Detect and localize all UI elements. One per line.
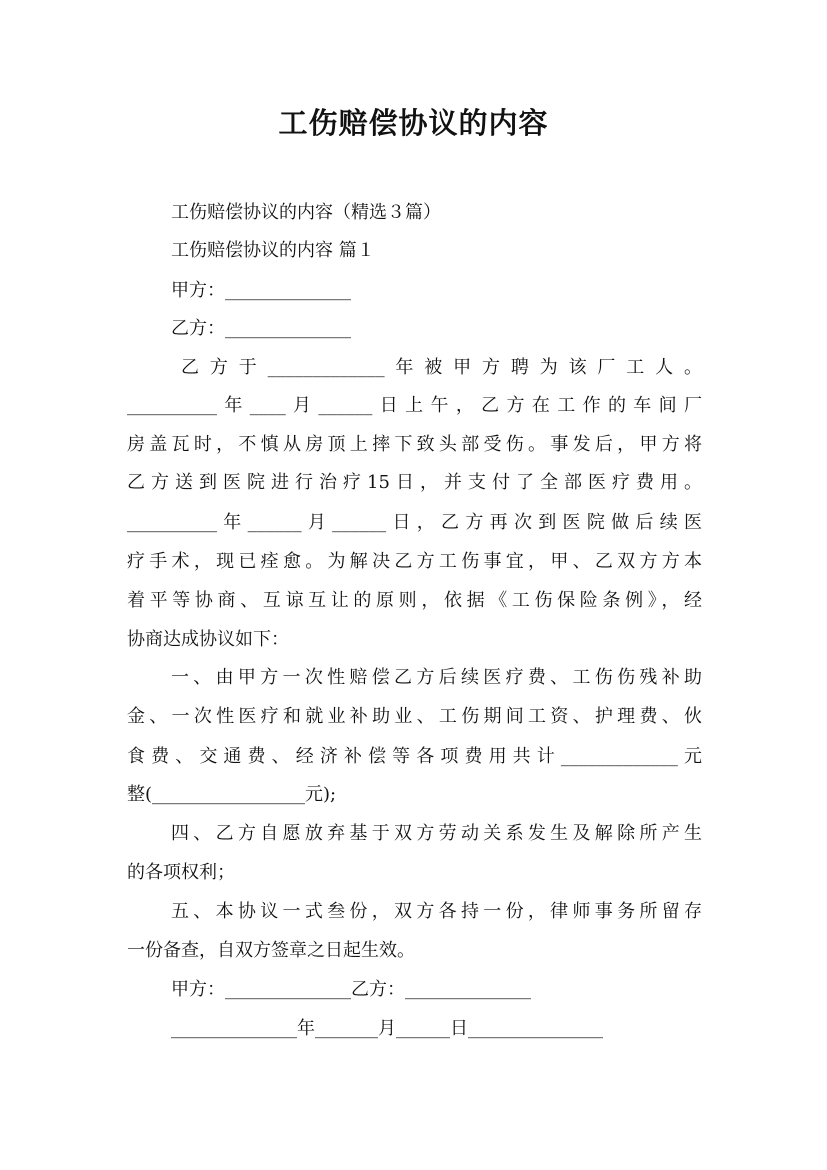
document-title: 工伤赔偿协议的内容: [278, 106, 549, 140]
paragraph-line: 协商达成协议如下：: [127, 629, 289, 650]
clause-one-line: 整(_________________元);: [127, 784, 337, 805]
paragraph-line: __________年____月______日上午，乙方在工作的车间厂: [127, 395, 702, 416]
clause-five-line: 一份备查，自双方签章之日起生效。: [127, 940, 415, 961]
paragraph-line: 乙方于_____________年被甲方聘为该厂工人。: [181, 357, 702, 378]
clause-one-line: 食费、交通费、经济补偿等各项费用共计_____________元: [127, 746, 702, 767]
paragraph-line: 疗手术，现已痊愈。为解决乙方工伤事宜，甲、乙双方方本: [127, 551, 702, 572]
subtitle-line: 工伤赔偿协议的内容（精选３篇）: [171, 202, 441, 223]
clause-four-line: 四、乙方自愿放弃基于双方劳动关系发生及解除所产生: [171, 823, 702, 844]
clause-one-line: 金、一次性医疗和就业补助业、工伤期间工资、护理费、伙: [127, 706, 702, 727]
date-line: ______________年_______月______日_______________: [171, 1018, 603, 1039]
paragraph-line: 房盖瓦时，不慎从房顶上摔下致头部受伤。事发后，甲方将: [127, 434, 702, 455]
paragraph-line: 乙方送到医院进行治疗15日，并支付了全部医疗费用。: [127, 472, 702, 493]
clause-one-line: 一、由甲方一次性赔偿乙方后续医疗费、工伤伤残补助: [171, 667, 702, 688]
clause-five-line: 五、本协议一式叁份，双方各持一份，律师事务所留存: [171, 901, 702, 922]
clause-four-line: 的各项权利；: [127, 862, 235, 883]
section-heading: 工伤赔偿协议的内容 篇１: [171, 240, 375, 261]
signature-line: 甲方：______________乙方：______________: [171, 979, 531, 1000]
paragraph-line: 着平等协商、互谅互让的原则，依据《工伤保险条例》，经: [127, 590, 702, 611]
party-b-line: 乙方：______________: [171, 318, 351, 339]
party-a-line: 甲方：______________: [171, 280, 351, 301]
paragraph-line: __________年______月______日，乙方再次到医院做后续医: [127, 512, 702, 533]
